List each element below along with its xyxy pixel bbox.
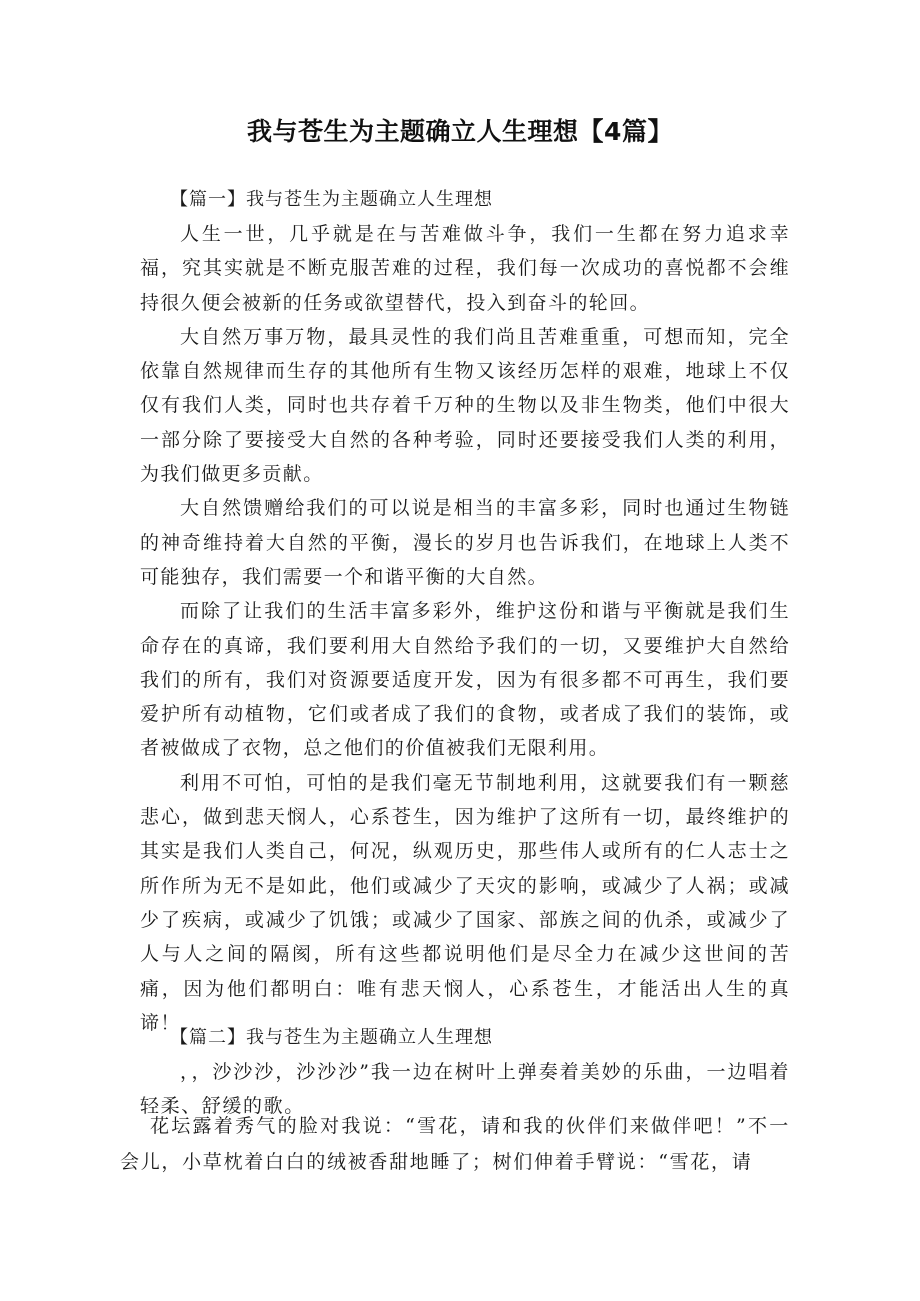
section-one-paragraph-2: 大自然万事万物，最具灵性的我们尚且苦难重重，可想而知，完全依靠自然规律而生存的其他所有生物又该经历怎样的艰难，地球上不仅仅有我们人类，同时也共存着千万种的生物以及非生物类，他们中很大一部分除了要接受大自然的各种考验，同时还要接受我们人类的利用，为我们做更多贡献。 (140, 325, 790, 486)
section-one-paragraph-4: 而除了让我们的生活丰富多彩外，维护这份和谐与平衡就是我们生命存在的真谛，我们要利用大自然给予我们的一切，又要维护大自然给我们的所有，我们对资源要适度开发，因为有很多都不可再生，我们要爱护所有动植物，它们或者成了我们的食物，或者成了我们的装饰，或者被做成了衣物，总之他们的价值被我们无限利用。 (140, 600, 790, 760)
section-one-paragraph-5: 利用不可怕，可怕的是我们毫无节制地利用，这就要我们有一颗慈悲心，做到悲天悯人，心系苍生，因为维护了这所有一切，最终维护的其实是我们人类自己，何况，纵观历史，那些伟人或所有的仁人志士之所作所为无不是如此，他们或减少了天灾的影响，或减少了人祸；或减少了疾病，或减少了饥饿；或减少了国家、部族之间的仇杀，或减少了人与人之间的隔阂，所有这些都说明他们是尽全力在减少这世间的苦痛，因为他们都明白：唯有悲天悯人，心系苍生，才能活出人生的真谛！ (140, 771, 790, 1034)
section-one-paragraph-3: 大自然馈赠给我们的可以说是相当的丰富多彩，同时也通过生物链的神奇维持着大自然的平衡，漫长的岁月也告诉我们，在地球上人类不可能独存，我们需要一个和谐平衡的大自然。 (140, 497, 790, 588)
section-two-continuation (120, 1108, 790, 1180)
section-one (140, 183, 790, 1040)
section-one-heading: 【篇一】我与苍生为主题确立人生理想 (170, 189, 493, 210)
section-two-paragraph-2: 花坛露着秀气的脸对我说：“雪花，请和我的伙伴们来做伴吧！”不一会儿，小草枕着白白的绒被香甜地睡了；树们伸着手臂说：“雪花，请 (120, 1115, 790, 1173)
document-title: 我与苍生为主题确立人生理想【4篇】 (247, 117, 673, 146)
section-one-paragraph-1: 人生一世，几乎就是在与苦难做斗争，我们一生都在努力追求幸福，究其实就是不断克服苦难的过程，我们每一次成功的喜悦都不会维持很久便会被新的任务或欲望替代，投入到奋斗的轮回。 (140, 223, 790, 314)
section-two-paragraph-1: ，，沙沙沙，沙沙沙”我一边在树叶上弹奏着美妙的乐曲，一边唱着轻柔、舒缓的歌。 (140, 1061, 790, 1118)
section-two-heading: 【篇二】我与苍生为主题确立人生理想 (170, 1027, 493, 1048)
